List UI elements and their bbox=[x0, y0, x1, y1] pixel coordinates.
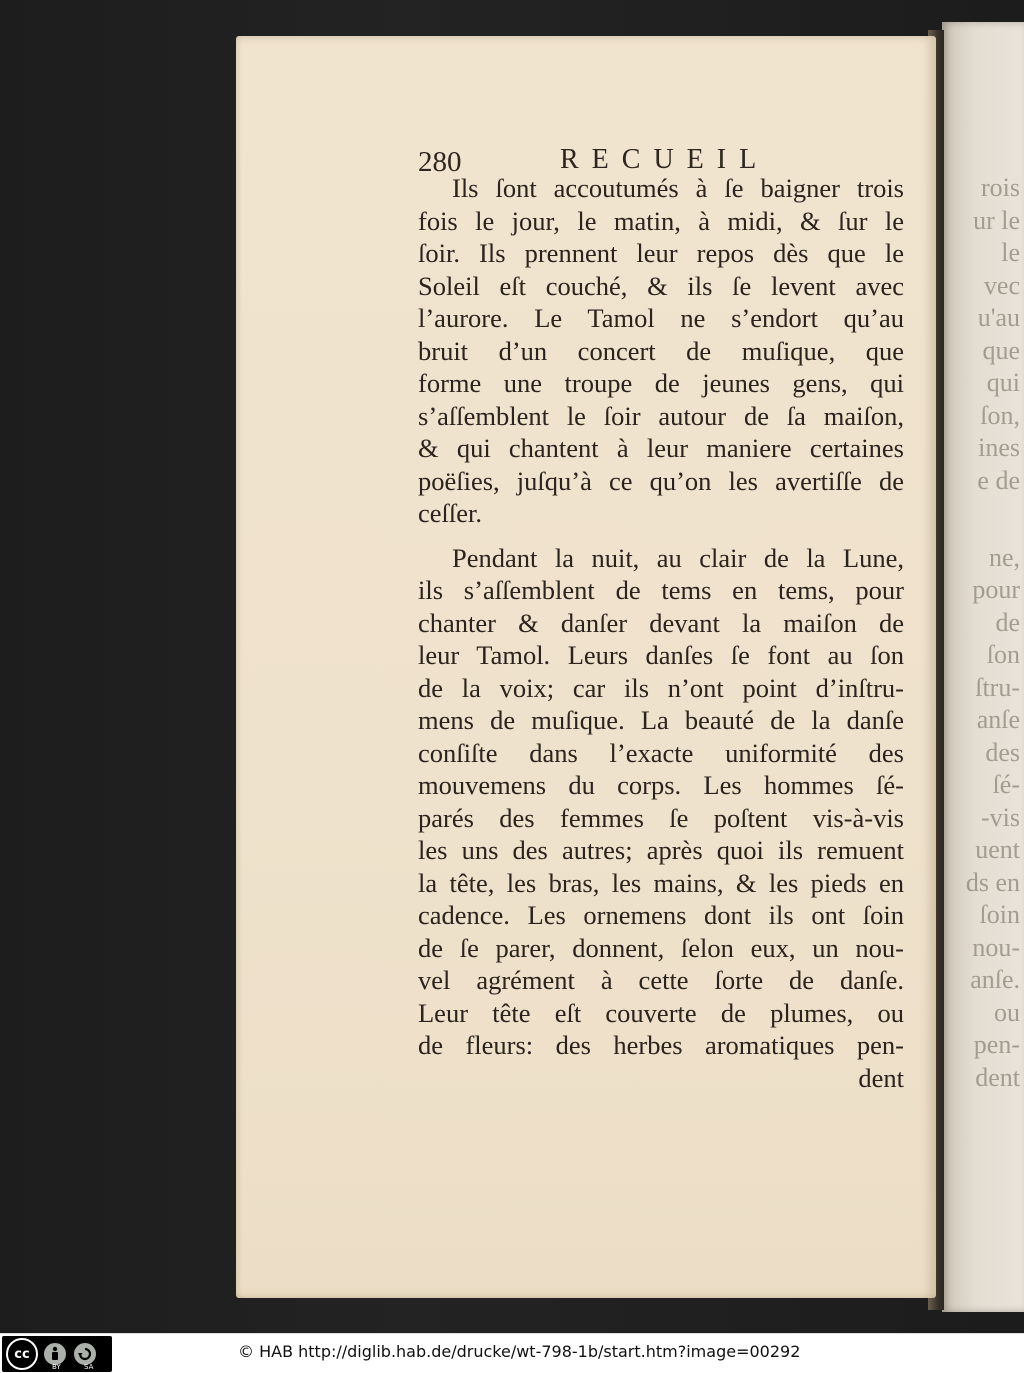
text-line: la tête, les bras, les mains, & les pieds en bbox=[418, 867, 904, 898]
text-line: de la voix; car ils n’ont point d’inſtru- bbox=[418, 672, 904, 703]
text-line: conſiſte dans l’exacte uniformité des bbox=[418, 737, 904, 768]
facing-page-fragment: -vis bbox=[981, 802, 1020, 832]
facing-page-fragment: ſon bbox=[986, 640, 1020, 669]
facing-page-fragment: ne, bbox=[988, 542, 1020, 572]
facing-page-fragment: pen- bbox=[973, 1030, 1020, 1059]
by-label: BY bbox=[52, 1363, 61, 1371]
text-line: Pendant la nuit, au clair de la Lune, bbox=[452, 542, 904, 573]
facing-page-fragment: u'au bbox=[977, 303, 1020, 332]
text-line: leur Tamol. Leurs danſes ſe font au ſon bbox=[418, 640, 904, 670]
facing-page-fragment: e de bbox=[977, 465, 1020, 495]
facing-page-fragment: ſé- bbox=[992, 770, 1020, 799]
text-line: mouvemens du corps. Les hommes ſé- bbox=[418, 770, 904, 800]
facing-page-fragment: ſon, bbox=[980, 400, 1020, 430]
text-line: vel agrément à cette ſorte de danſe. bbox=[418, 965, 904, 995]
text-line: les uns des autres; après quoi ils remuent bbox=[418, 835, 904, 865]
facing-page-fragment: vec bbox=[983, 270, 1020, 300]
text-line: bruit d’un concert de muſique, que bbox=[418, 335, 904, 366]
text-line: Ils ſont accoutumés à ſe baigner trois bbox=[452, 173, 904, 203]
running-head: RECUEIL bbox=[560, 144, 770, 175]
license-bar bbox=[0, 1333, 1024, 1373]
facing-page-fragment: ſtru- bbox=[975, 672, 1020, 702]
text-line: ceſſer. bbox=[418, 498, 482, 528]
facing-page-fragment: nou- bbox=[972, 932, 1020, 962]
facing-page-fragment: anſe. bbox=[970, 965, 1020, 994]
facing-page-fragment: pour bbox=[972, 575, 1020, 604]
text-line: de fleurs: des herbes aromatiques pen- bbox=[418, 1030, 904, 1060]
facing-page-fragment: ds en bbox=[965, 867, 1020, 897]
catchword: dent bbox=[858, 1062, 904, 1093]
text-line: fois le jour, le matin, à midi, & ſur le bbox=[418, 205, 904, 236]
facing-page-fragment: que bbox=[982, 335, 1020, 365]
facing-page-fragment: le bbox=[1001, 238, 1020, 267]
text-line: s’aſſemblent le ſoir autour de ſa maiſon, bbox=[418, 400, 904, 431]
page-number: 280 bbox=[418, 146, 462, 178]
body-text bbox=[418, 172, 904, 1094]
facing-page-fragment: anſe bbox=[976, 705, 1020, 734]
cc-icon: cc bbox=[6, 1338, 38, 1370]
text-line: Leur tête eſt couverte de plumes, ou bbox=[418, 997, 904, 1028]
text-line: ils s’aſſemblent de tems en tems, pour bbox=[418, 575, 904, 605]
facing-page-fragment: dent bbox=[975, 1062, 1020, 1092]
facing-page-fragment: qui bbox=[986, 368, 1020, 397]
facing-page-fragment: de bbox=[995, 607, 1020, 637]
facing-page-fragment: uent bbox=[975, 835, 1020, 864]
facing-page-fragment: ur le bbox=[973, 205, 1020, 235]
text-line: chanter & danſer devant la maiſon de bbox=[418, 607, 904, 638]
text-line: forme une troupe de jeunes gens, qui bbox=[418, 368, 904, 398]
facing-page-fragment: rois bbox=[981, 173, 1020, 202]
cc-license-badge[interactable] bbox=[2, 1336, 112, 1372]
facing-page-fragment: ou bbox=[994, 997, 1020, 1027]
text-line: Soleil eſt couché, & ils ſe levent avec bbox=[418, 270, 904, 301]
text-line: parés des femmes ſe poſtent vis-à-vis bbox=[418, 802, 904, 833]
text-line: l’aurore. Le Tamol ne s’endort qu’au bbox=[418, 303, 904, 333]
copyright-url-text[interactable]: © HAB http://diglib.hab.de/drucke/wt-798-1b/start.htm?image=00292 bbox=[238, 1342, 801, 1361]
text-line: de ſe parer, donnent, ſelon eux, un nou- bbox=[418, 932, 904, 963]
facing-page-fragment: ines bbox=[978, 433, 1020, 462]
sa-label: SA bbox=[84, 1363, 94, 1371]
text-line: poëſies, juſqu’à ce qu’on les avertiſſe de bbox=[418, 465, 904, 496]
facing-page-fragment: ſoin bbox=[979, 900, 1020, 929]
facing-page-fragment: des bbox=[985, 737, 1020, 767]
text-line: cadence. Les ornemens dont ils ont ſoin bbox=[418, 900, 904, 930]
text-line: ſoir. Ils prennent leur repos dès que le bbox=[418, 238, 904, 268]
text-line: & qui chantent à leur maniere certaines bbox=[418, 433, 904, 463]
text-line: mens de muſique. La beauté de la danſe bbox=[418, 705, 904, 735]
